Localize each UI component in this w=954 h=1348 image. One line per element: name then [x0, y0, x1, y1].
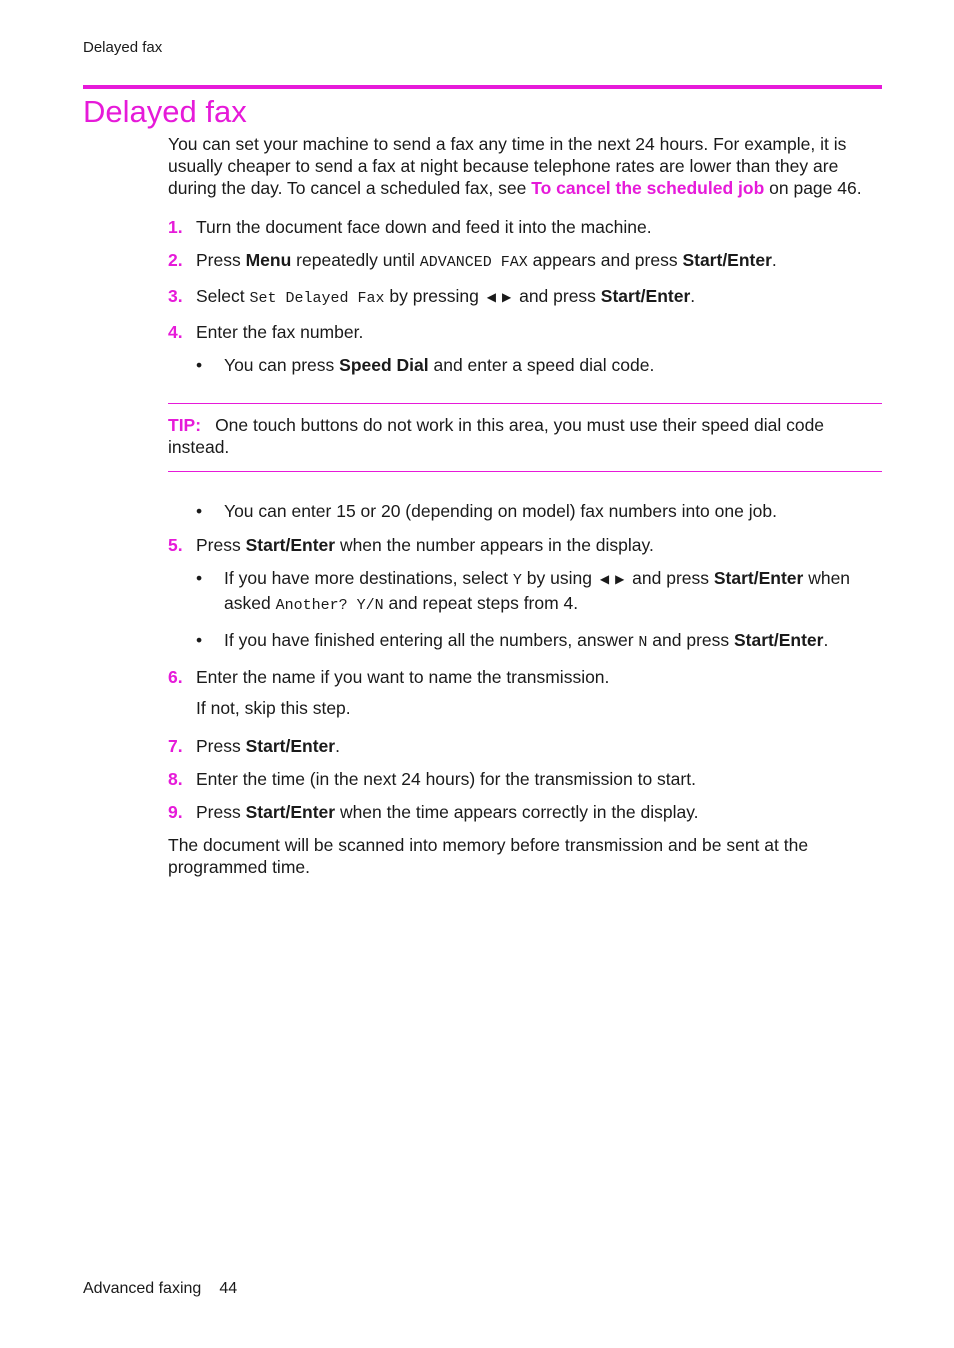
step-number: 1. — [168, 217, 183, 237]
running-header: Delayed fax — [83, 39, 163, 56]
bullet-icon: • — [196, 568, 203, 588]
bullet-text: when asked — [224, 568, 851, 613]
display-text: ADVANCED FAX — [419, 254, 528, 271]
start-enter-key-label: Start/Enter — [713, 568, 804, 588]
left-arrow-icon: ◀ — [599, 572, 610, 586]
step-text: and press — [514, 286, 601, 306]
step-number: 6. — [168, 667, 183, 687]
step-text: by pressing — [384, 286, 484, 306]
bullet-text: You can press — [224, 355, 340, 375]
bullet-icon: • — [196, 355, 203, 375]
speed-dial-key-label: Speed Dial — [339, 355, 429, 375]
bullet-item — [168, 500, 882, 522]
step-text: appears and press — [527, 250, 683, 270]
page-title: Delayed fax — [83, 94, 247, 129]
bullet-text: If you have more destinations, select — [224, 568, 513, 588]
step-5 — [168, 534, 882, 556]
bullet-icon: • — [196, 501, 203, 521]
bullet-text: and repeat steps from 4. — [383, 593, 579, 613]
bullet-text: by using — [521, 568, 597, 588]
step-number: 4. — [168, 322, 183, 342]
display-text: Set Delayed Fax — [249, 290, 385, 307]
step-continuation: If not, skip this step. — [196, 698, 351, 718]
step-text: when the time appears correctly in the display. — [335, 802, 699, 822]
step-number: 5. — [168, 535, 183, 555]
step-text: Select — [196, 286, 250, 306]
cancel-job-link[interactable]: To cancel the scheduled job — [531, 178, 765, 198]
step-text: Enter the name if you want to name the transmission. — [196, 667, 610, 687]
bullet-text: . — [823, 630, 829, 650]
start-enter-key-label: Start/Enter — [245, 736, 336, 756]
display-text: N — [638, 634, 648, 651]
step-text: . — [690, 286, 696, 306]
bullet-text: You can enter 15 or 20 (depending on model) fax numbers into one job. — [224, 501, 777, 521]
start-enter-key-label: Start/Enter — [734, 630, 824, 650]
right-arrow-icon: ▶ — [501, 290, 512, 304]
step-2 — [168, 249, 882, 274]
step-7 — [168, 735, 882, 757]
intro-paragraph — [168, 133, 882, 199]
footer-section: Advanced faxing — [83, 1280, 202, 1297]
step-text: Press — [196, 250, 246, 270]
header-rule — [83, 85, 882, 89]
main-content — [168, 133, 882, 878]
right-arrow-icon: ▶ — [615, 572, 625, 586]
step-text: Enter the time (in the next 24 hours) for the transmission to start. — [196, 769, 696, 789]
step-number: 7. — [168, 736, 183, 756]
display-text: Another? Y/N — [275, 597, 384, 614]
tip-text: One touch buttons do not work in this area, you must use their speed dial code instead. — [168, 415, 825, 457]
step-text: repeatedly until — [291, 250, 420, 270]
tip-box — [168, 403, 882, 472]
closing-paragraph: The document will be scanned into memory before transmission and be sent at the programmed time. — [168, 835, 809, 877]
bullet-item — [168, 354, 882, 376]
bullet-text: If you have finished entering all the numbers, answer — [224, 630, 639, 650]
step-9 — [168, 801, 882, 823]
step-text: Turn the document face down and feed it into the machine. — [196, 217, 652, 237]
intro-text-end: on page 46. — [764, 178, 862, 198]
step-number: 3. — [168, 286, 183, 306]
step-4 — [168, 321, 882, 343]
intro-text: You can set your machine to send a fax any time in the next 24 hours. For example, it is usually cheaper to send a fax at night because telephone rates are lower than they are during the day. To cancel a scheduled fax, see — [168, 134, 847, 198]
step-text: . — [335, 736, 340, 756]
display-text: Y — [512, 572, 522, 589]
bullet-icon: • — [196, 630, 203, 650]
start-enter-key-label: Start/Enter — [245, 535, 336, 555]
bullet-item — [168, 567, 882, 617]
left-arrow-icon: ◀ — [486, 290, 496, 304]
step-number: 8. — [168, 769, 183, 789]
bullet-item — [168, 629, 882, 654]
step-text: Press — [196, 535, 246, 555]
step-text: Press — [196, 802, 246, 822]
step-text: Press — [196, 736, 246, 756]
bullet-text: and press — [627, 568, 714, 588]
start-enter-key-label: Start/Enter — [245, 802, 336, 822]
step-1 — [168, 216, 882, 238]
step-number: 9. — [168, 802, 183, 822]
step-text: . — [771, 250, 777, 270]
step-text: Enter the fax number. — [196, 322, 364, 342]
tip-label: TIP: — [168, 415, 202, 435]
bullet-text: and press — [647, 630, 734, 650]
start-enter-key-label: Start/Enter — [600, 286, 691, 306]
page-number: 44 — [219, 1280, 238, 1297]
step-6 — [168, 666, 882, 688]
step-8 — [168, 768, 882, 790]
menu-key-label: Menu — [245, 250, 292, 270]
bullet-text: and enter a speed dial code. — [428, 355, 655, 375]
step-3 — [168, 285, 882, 310]
page-footer — [83, 1278, 237, 1300]
step-text: when the number appears in the display. — [335, 535, 654, 555]
start-enter-key-label: Start/Enter — [682, 250, 772, 270]
step-number: 2. — [168, 250, 183, 270]
